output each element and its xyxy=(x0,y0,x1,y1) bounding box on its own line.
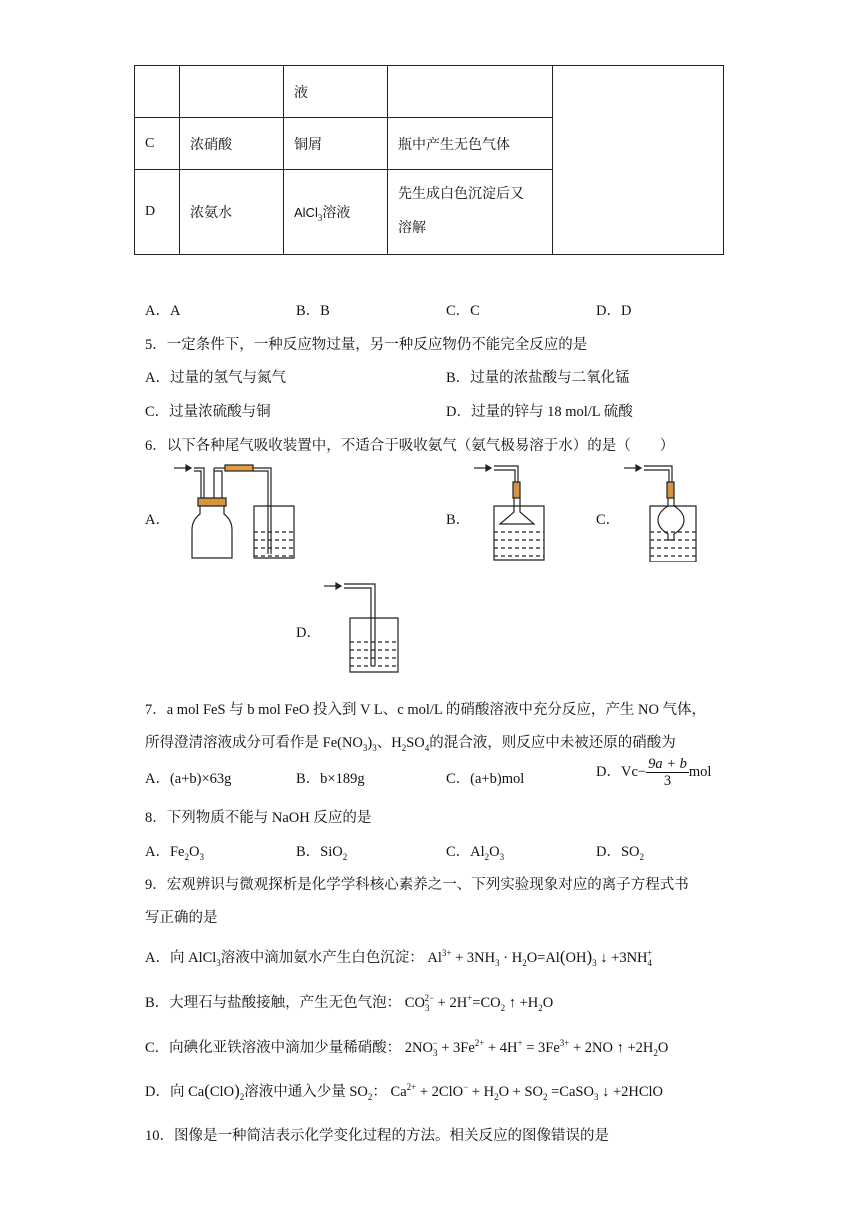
subscript: 3 xyxy=(199,851,204,862)
option-d: D．过量的锌与 18 mol/L 硫酸 xyxy=(446,404,633,420)
text: 的混合液，则反应中未被还原的硝酸为 xyxy=(429,735,676,751)
text: 溶液中滴加氨水产生白色沉淀： xyxy=(220,950,424,966)
option-a: A．过量的氢气与氮气 xyxy=(145,370,286,386)
option-d xyxy=(596,756,711,789)
equation: $2NO_3^- + 3Fe^{2+} + 4H^+ = 3Fe^{3+} + 2NO$ ↑ $+2H_2O$ xyxy=(404,1038,669,1058)
option-a: A．(a+b)×63g xyxy=(145,771,232,787)
option-a: A． xyxy=(145,512,170,528)
question-stem: 6．以下各种尾气吸收装置中，不适合于吸收氨气（氨气极易溶于水）的是（ ） xyxy=(145,438,675,454)
option-b: B．B xyxy=(296,303,330,319)
subscript: 2 xyxy=(639,851,645,862)
option-c: C．C xyxy=(446,303,480,319)
text: A．Fe xyxy=(145,844,185,860)
question-stem-line2: 写正确的是 xyxy=(145,910,218,926)
text: 所得澄清溶液成分可看作是 Fe(NO xyxy=(145,735,363,751)
option-a: A．A xyxy=(145,303,181,319)
text: 、H xyxy=(376,735,402,751)
text: B．SiO xyxy=(296,844,343,860)
table-cell xyxy=(180,66,284,118)
text: SO xyxy=(406,735,425,751)
option-c: C．过量浓硫酸与铜 xyxy=(145,404,271,420)
text: A．向 AlCl xyxy=(145,950,217,966)
option-c: C． xyxy=(596,512,621,528)
subscript: 3 xyxy=(216,957,221,968)
option-b: B． xyxy=(446,512,471,528)
text: O xyxy=(489,844,500,860)
option-c: C．(a+b)mol xyxy=(446,771,525,787)
subscript: 2 xyxy=(401,742,407,753)
equation: $CO_3^{2-} + 2H^+=CO_2$ ↑ $+H_2O$ xyxy=(404,993,554,1013)
apparatus-d-diagram xyxy=(320,578,410,673)
text: C．Al xyxy=(446,844,485,860)
subscript: 2 xyxy=(184,851,189,862)
option-b: B．过量的浓盐酸与二氧化锰 xyxy=(446,370,630,386)
subscript: 3 xyxy=(317,212,323,223)
option-d: D． xyxy=(296,625,321,641)
numerator: 9a + b xyxy=(648,756,687,772)
subscript: 3 xyxy=(372,742,377,753)
text: ) xyxy=(367,735,373,751)
option-a xyxy=(145,946,652,968)
text: C．向碘化亚铁溶液中滴加少量稀硝酸： xyxy=(145,1040,402,1056)
text: D．SO xyxy=(596,844,640,860)
equation: $Al^{3+} + 3NH_3 \cdot H_2O=Al(OH)_3$ ↓ $+3NH_4^+$ xyxy=(427,947,653,968)
option-d: D．D xyxy=(596,303,632,319)
option-d xyxy=(596,840,644,862)
text: mol xyxy=(688,763,712,780)
subscript: 3 xyxy=(499,851,505,862)
table-cell: D xyxy=(135,170,180,255)
option-b: B．b×189g xyxy=(296,771,365,787)
text: 溶液 xyxy=(322,205,351,221)
option-b xyxy=(296,840,347,862)
option-a xyxy=(145,840,204,862)
table-cell xyxy=(388,66,553,118)
question-stem: 10．图像是一种简洁表示化学变化过程的方法。相关反应的图像错误的是 xyxy=(145,1128,609,1144)
text: 溶解 xyxy=(398,221,426,236)
fraction xyxy=(646,756,689,789)
table-cell: C xyxy=(135,118,180,170)
table-cell xyxy=(284,170,388,255)
equation: $Ca^{2+} + 2ClO^- + H_2O + SO_2$ =CaSO$_3$ ↓ +2HClO xyxy=(390,1082,664,1102)
subscript: 3 xyxy=(362,742,368,753)
question-stem: 7．a mol FeS 与 b mol FeO 投入到 V L、c mol/L 的硝酸溶液中充分反应，产生 NO 气体， xyxy=(145,702,707,718)
question-stem: 8．下列物质不能与 NaOH 反应的是 xyxy=(145,810,372,826)
formula: AlCl xyxy=(294,204,318,220)
text: D．Vc− xyxy=(596,763,647,780)
text: ： xyxy=(372,1084,387,1100)
table-cell: 浓氨水 xyxy=(180,170,284,255)
table-cell xyxy=(388,170,553,255)
question-stem-line2 xyxy=(145,731,676,753)
text: B．大理石与盐酸接触，产生无色气泡： xyxy=(145,995,402,1011)
table-cell: 铜屑 xyxy=(284,118,388,170)
apparatus-b-diagram xyxy=(470,462,560,562)
option-c xyxy=(145,1036,668,1058)
option-c xyxy=(446,840,504,862)
table-cell: 浓硝酸 xyxy=(180,118,284,170)
question-stem: 9．宏观辨识与微观探析是化学学科核心素养之一、下列实验现象对应的离子方程式书 xyxy=(145,877,689,893)
subscript: 2 xyxy=(342,851,348,862)
apparatus-a-diagram xyxy=(170,462,310,562)
subscript: 4 xyxy=(424,742,430,753)
denominator: 3 xyxy=(663,773,672,789)
table-cell: 瓶中产生无色气体 xyxy=(388,118,553,170)
text: O xyxy=(188,844,200,860)
question-stem: 5．一定条件下，一种反应物过量，另一种反应物仍不能完全反应的是 xyxy=(145,337,588,353)
reagent-table xyxy=(134,65,724,255)
table-cell xyxy=(135,66,180,118)
text: 先生成白色沉淀后又 xyxy=(398,187,524,202)
option-d: D．向 $Ca(ClO)_2$溶液中通入少量 $SO_2$： $Ca^{2+} + 2ClO^- + H_2O + SO_2$ =CaSO$_3$ ↓ +2HClO xyxy=(145,1081,664,1102)
subscript: 2 xyxy=(367,1091,373,1102)
apparatus-c-diagram xyxy=(620,462,710,562)
table-cell: 液 xyxy=(284,66,388,118)
option-b xyxy=(145,991,553,1013)
subscript: 2 xyxy=(484,851,490,862)
text: 溶液中通入少量 SO xyxy=(244,1084,368,1100)
text: D．向 Ca xyxy=(145,1084,205,1100)
table-row xyxy=(135,66,724,118)
table-cell-blank xyxy=(553,66,724,255)
